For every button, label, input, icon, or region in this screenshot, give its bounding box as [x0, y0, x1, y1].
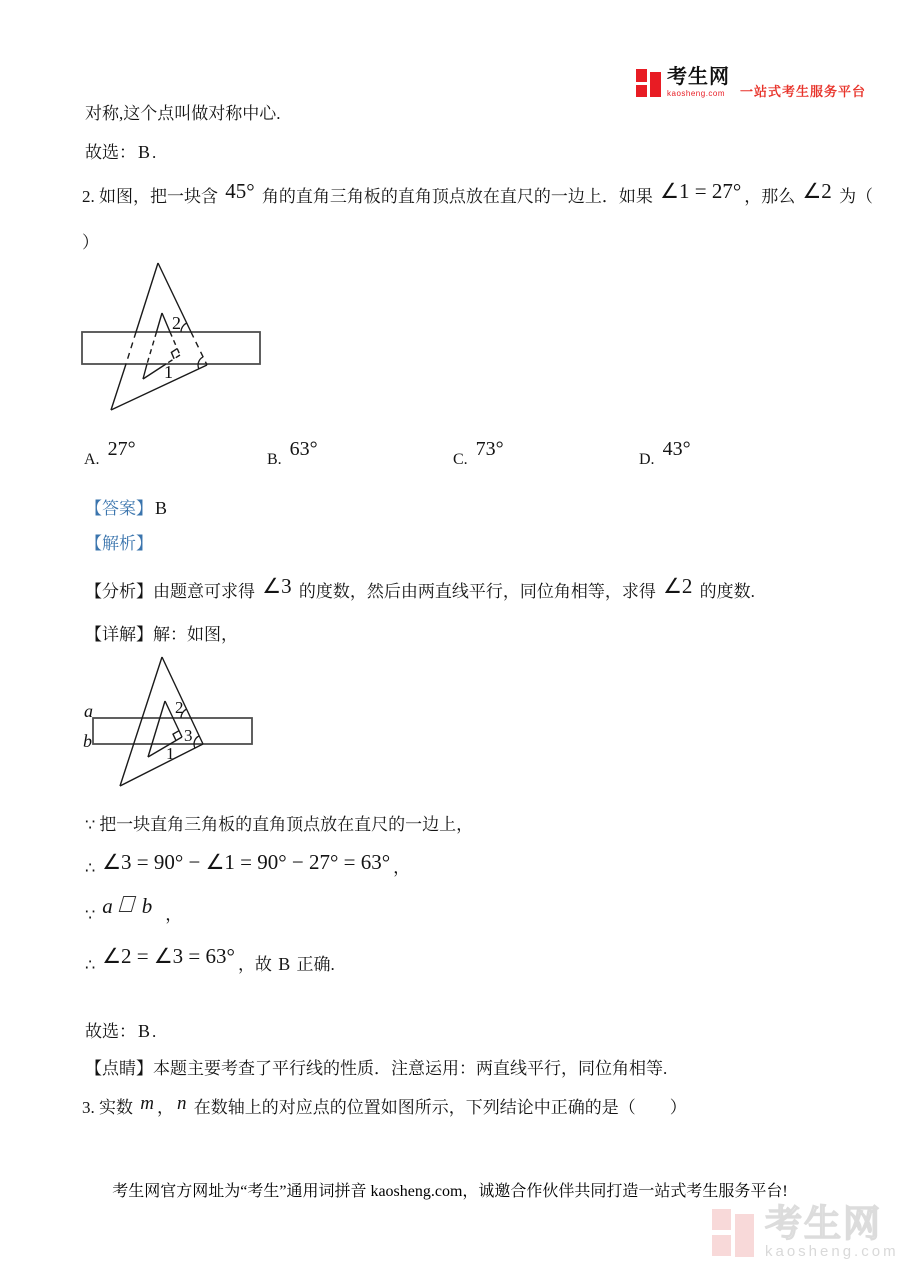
- period: .: [152, 1022, 157, 1041]
- option-d-letter: D.: [639, 451, 655, 468]
- logo-domain-text: kaosheng.com: [667, 89, 726, 98]
- fenxi-line: [85, 574, 755, 605]
- step-3-line-b: b: [141, 894, 153, 918]
- stem-math-45deg: 45°: [225, 179, 255, 203]
- figure1-angle1-label: 1: [164, 362, 173, 382]
- fenxi-math-angle3: ∠3: [262, 574, 292, 598]
- answer-letter: B: [138, 142, 151, 162]
- step-3: [85, 894, 183, 928]
- fenxi-text-2: 的度数，然后由两直线平行，同位角相等，求得: [294, 582, 661, 601]
- option-b-value: 63°: [289, 438, 318, 460]
- conclusion-line: [85, 1018, 156, 1045]
- watermark-domain: kaosheng.com: [765, 1243, 899, 1260]
- step-4-equation: ∠2 = ∠3 = 63°: [102, 944, 235, 968]
- angle-2-arc: [181, 323, 187, 332]
- question-number: 2.: [82, 187, 95, 206]
- angle-arcs: [181, 323, 203, 369]
- stem-math-angle2: ∠2: [802, 179, 832, 203]
- carryover-text: 对称,这个点叫做对称中心.: [85, 104, 281, 123]
- gu-xuan-text: 故选：: [85, 143, 136, 162]
- ruler-rect: [93, 718, 252, 744]
- question-number: 3.: [82, 1098, 95, 1117]
- step-4-text-end: 正确.: [292, 955, 335, 974]
- big-triangle: [120, 657, 203, 786]
- step-1: [85, 812, 473, 838]
- figure1-angle2-label: 2: [172, 313, 181, 333]
- carryover-line: [85, 101, 281, 127]
- therefore-symbol: ∴: [85, 858, 96, 877]
- xiangjie-label: 【详解】: [85, 625, 153, 644]
- stem-close-bracket: [82, 230, 99, 256]
- therefore-symbol: ∴: [85, 955, 96, 974]
- option-a-letter: A.: [84, 451, 100, 468]
- step-2: [85, 850, 411, 881]
- conclusion-letter: B: [138, 1021, 151, 1041]
- step-1-text: 把一块直角三角板的直角顶点放在直尺的一边上，: [99, 815, 474, 834]
- step-2-comma: ，: [393, 858, 411, 877]
- q3-comma: ，: [156, 1098, 174, 1117]
- watermark-text-block: [765, 1203, 899, 1260]
- dianjing-label: 【点睛】: [85, 1059, 153, 1078]
- option-d-value: 43°: [662, 438, 691, 460]
- logo-name-text: 考生网: [667, 66, 730, 88]
- fenxi-math-angle2: ∠2: [663, 574, 693, 598]
- solution-figure-triangle-ruler: [83, 651, 259, 793]
- answer-value: B: [155, 498, 168, 518]
- option-a-value: 27°: [107, 438, 136, 460]
- fenxi-label: 【分析】: [85, 582, 153, 601]
- kaosheng-watermark-icon: [712, 1206, 758, 1258]
- step-4: [85, 944, 335, 978]
- figure2-angle3-label: 3: [184, 726, 193, 745]
- stem-math-angle1: ∠1 = 27°: [660, 179, 742, 203]
- q3-var-m: m: [140, 1093, 154, 1114]
- option-c: [453, 438, 504, 468]
- option-b: [267, 438, 318, 468]
- q3-text-1: 实数: [99, 1098, 138, 1117]
- answer-line: [85, 495, 169, 522]
- stem-text-2: 角的直角三角板的直角顶点放在直尺的一边上．如果: [257, 187, 658, 206]
- because-symbol: ∵: [85, 815, 96, 834]
- site-logo: [636, 67, 866, 100]
- stem-text-1: 如图，把一块含: [99, 187, 223, 206]
- q3-var-n: n: [176, 1093, 187, 1114]
- figure2-line-a-label: a: [84, 701, 93, 721]
- q3-text-2: 在数轴上的对应点的位置如图所示，下列结论中正确的是（ ）: [189, 1098, 687, 1117]
- figure2-angle2-label: 2: [175, 698, 184, 717]
- logo-name-block: [667, 67, 730, 98]
- because-symbol: ∵: [85, 905, 96, 924]
- figure2-angle1-label: 1: [166, 744, 175, 763]
- watermark-name: 考生网: [765, 1203, 882, 1244]
- logo-tagline: 一站式考生服务平台: [740, 84, 867, 99]
- parallel-missing-glyph-box: [118, 896, 136, 912]
- xiangjie-text: 解：如图，: [153, 625, 238, 644]
- kaosheng-logo-icon: [636, 67, 663, 98]
- stem-text-3: ，那么: [744, 187, 800, 206]
- big-triangle: [111, 263, 207, 410]
- ruler-rect: [82, 332, 260, 364]
- carryover-answer-line: [85, 139, 156, 166]
- option-d: [639, 438, 691, 468]
- footer-text: 考生网官方网址为“考生”通用词拼音 kaosheng.com，诚邀合作伙伴共同打造一站式考生服务平台!: [112, 1183, 788, 1200]
- fenxi-text-1: 由题意可求得: [153, 582, 260, 601]
- option-c-letter: C.: [453, 451, 468, 468]
- step-2-equation: ∠3 = 90° − ∠1 = 90° − 27° = 63°: [102, 850, 391, 874]
- stem-text-4: 为（: [834, 187, 874, 206]
- jiexi-line: [85, 531, 153, 557]
- question-3-stem: [82, 1095, 687, 1121]
- option-b-letter: B.: [267, 451, 282, 468]
- question-2-stem: [82, 179, 874, 210]
- period: .: [152, 143, 157, 162]
- figure2-line-b-label: b: [83, 731, 92, 751]
- option-a: [84, 438, 136, 468]
- dianjing-text: 本题主要考查了平行线的性质．注意运用：两直线平行，同位角相等.: [153, 1059, 668, 1078]
- watermark-logo: [712, 1203, 899, 1260]
- dianjing-line: [85, 1056, 667, 1082]
- jiexi-label: 【解析】: [85, 534, 153, 553]
- step-3-comma: ，: [165, 905, 183, 924]
- xiangjie-line: [85, 622, 238, 648]
- fenxi-text-3: 的度数.: [695, 582, 755, 601]
- step-3-line-a: a: [102, 894, 113, 918]
- footer-slogan: [0, 1178, 900, 1201]
- step-4-text: ，故: [237, 955, 277, 974]
- gu-xuan-text: 故选：: [85, 1022, 136, 1041]
- close-bracket-text: ）: [82, 233, 99, 252]
- problem-figure-triangle-ruler: [80, 256, 264, 420]
- answer-label: 【答案】: [85, 499, 153, 518]
- option-c-value: 73°: [475, 438, 504, 460]
- step-4-answer-letter: B: [278, 954, 291, 974]
